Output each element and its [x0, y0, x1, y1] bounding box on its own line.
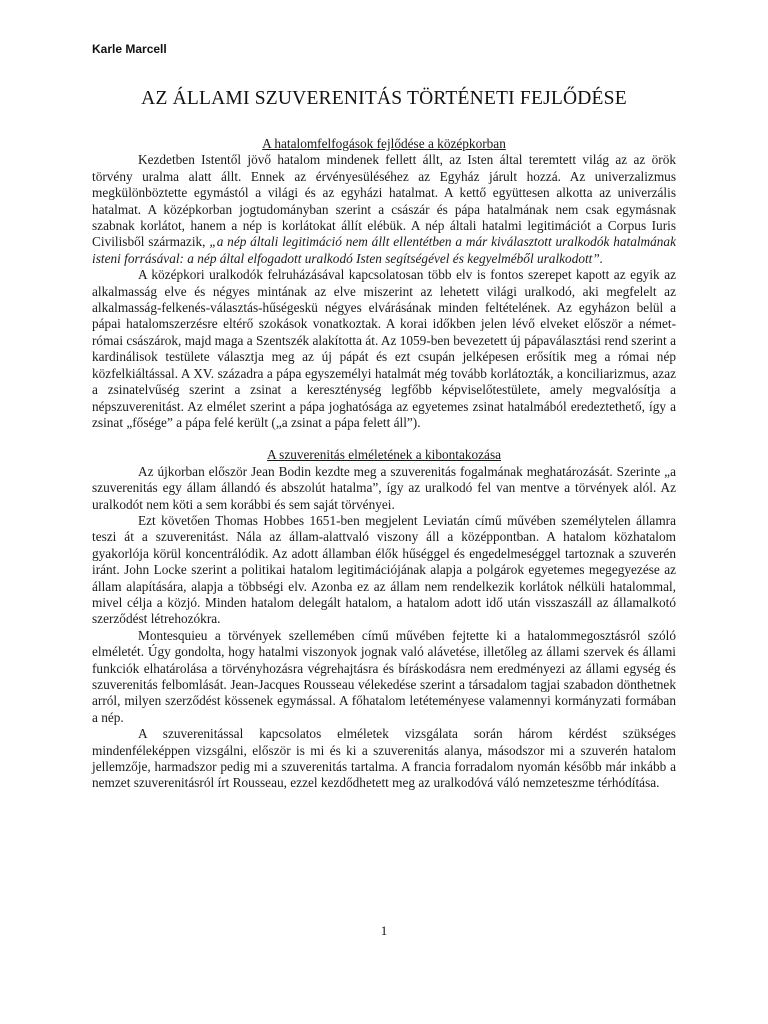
section-heading-sovereignty: A szuverenitás elméletének a kibontakozása — [266, 447, 502, 463]
document-title: AZ ÁLLAMI SZUVERENITÁS TÖRTÉNETI FEJLŐDÉSE — [141, 88, 627, 109]
paragraph-quote: „a nép általi legitimáció nem állt ellentétben a már kiválasztott uralkodók hatalmának isteni forrásával: a nép által elfogadott uralkodó Isten segítségével és kegyelméből uralkodott”. — [92, 234, 676, 266]
paragraph: A szuverenitással kapcsolatos elméletek vizsgálata során három kérdést szükséges mindenféleképpen vizsgálni, először is mi és ki a szuverenitás alanya, másodszor mi a szuverén hatalom jellemzője, harmadszor pedig mi a szuverenitás tartalma. A francia forradalom nyomán később már inkább a nemzet szuverenitásról írt Rousseau, ezzel kezdődhetett meg az uralkodóvá váló nemzeteszme térhódítása. — [92, 726, 676, 791]
paragraph: Ezt követően Thomas Hobbes 1651-ben megjelent Leviatán című művében személytelen államra teszi át a szuverenitást. Nála az állam-alattvaló viszony áll a középpontban. A hatalom közhatalom gyakorlója körül koncentrálódik. Az adott államban élők hűséggel és engedelmeséggel tartoznak a szuverén iránt. John Locke szerint a politikai hatalom legitimációjának alapja a polgárok egyetemes megegyezése az állam alapítására, alapja a többségi elv. Azonba ez az állam nem rendelkezik korlátok nélküli hatalommal, mivel célja a közjó. Minden hatalom delegált hatalom, a hatalom adott idő után visszaszáll az államalkotó szerződést létrehozókra. — [92, 512, 676, 627]
paragraph-text: Kezdetben Istentől jövő hatalom mindenek fellett állt, az Isten által teremtett világ az az örök törvény uralma alatt állt. Ennek az érvényesüléséhez az Egyház járult hozzá. Az univerzalizmus megkülönböztette egymástól a világi és az egyházi hatalmat. A kettő együttesen alkotta az univerzális hatalmat. A középkorban jogtudományban szerint a császár és pápa hatalmának nem csak egymásnak szabnak korlátot, hanem a nép is korlátokat állít elébük. A nép általi hatalmi legitimációt a Corpus Iuris Civilisből származik, — [92, 152, 676, 250]
paragraph — [92, 152, 676, 267]
paragraph: Az újkorban először Jean Bodin kezdte meg a szuverenitás fogalmának meghatározását. Szerinte „a szuverenitás egy állam állandó és abszolút hatalma”, így az uralkodó fel van mentve a törvények alól. Az uralkodót nem köti a sem korábbi és sem saját törvényei. — [92, 463, 676, 512]
section-heading-medieval: A hatalomfelfogások fejlődése a középkorban — [262, 136, 506, 151]
paragraph: Montesquieu a törvények szellemében című művében fejtette ki a hatalommegosztásról szóló elméletét. Úgy gondolta, hogy hatalmi viszonyok jognak való alávetése, illetőleg az állami szervek és állami funkciók elhatárolása a törvényhozásra végrehajtásra és bíráskodásra nem eredményezi az állami egység és szuverenitás felbomlását. Jean-Jacques Rousseau vélekedése szerint a társadalom tagjai szabadon dönthetnek arról, milyen szerződést kössenek egymással. A főhatalom letéteményese valamennyi kormányzati formában a nép. — [92, 627, 676, 725]
document-body — [92, 136, 676, 792]
page-number: 1 — [380, 923, 388, 938]
author-name: Karle Marcell — [92, 42, 167, 56]
paragraph: A középkori uralkodók felruházásával kapcsolatosan több elv is fontos szerepet kapott az egyik az alkalmasság elve és négyes mintának az elve miszerint az lehetett világi uralkodó, aki megfelelt az alkalmasság-felkenés-választás-hűségeskü négyes elvárásának minden feltételének. Az egyházon belül a pápai hatalomszerzésre eltérő szokások vonatkoztak. A korai időkben jelen lévő elveket először a német-római császárok, majd maga a Szentszék alakította át. Az 1059-ben bevezetett új pápaválasztási rend szerint a kardinálisok testülete választja meg az új pápát és ezt csupán jelképesen erősítik meg a római nép közfelkiáltással. A XV. századra a pápa egyszemélyi hatalmát még tovább korlátozták, a konciliarizmus, azaz a zsinatelvűség szerint a zsinat a kereszténység legfőbb képviselőtestülete, amely megvalósítja a népszuverenitást. Az elmélet szerint a pápa joghatósága az egyetemes zsinat hatalmából eredeztethető, így a zsinat „fősége” a pápa felé került („a zsinat a pápa felett áll”). — [92, 267, 676, 430]
